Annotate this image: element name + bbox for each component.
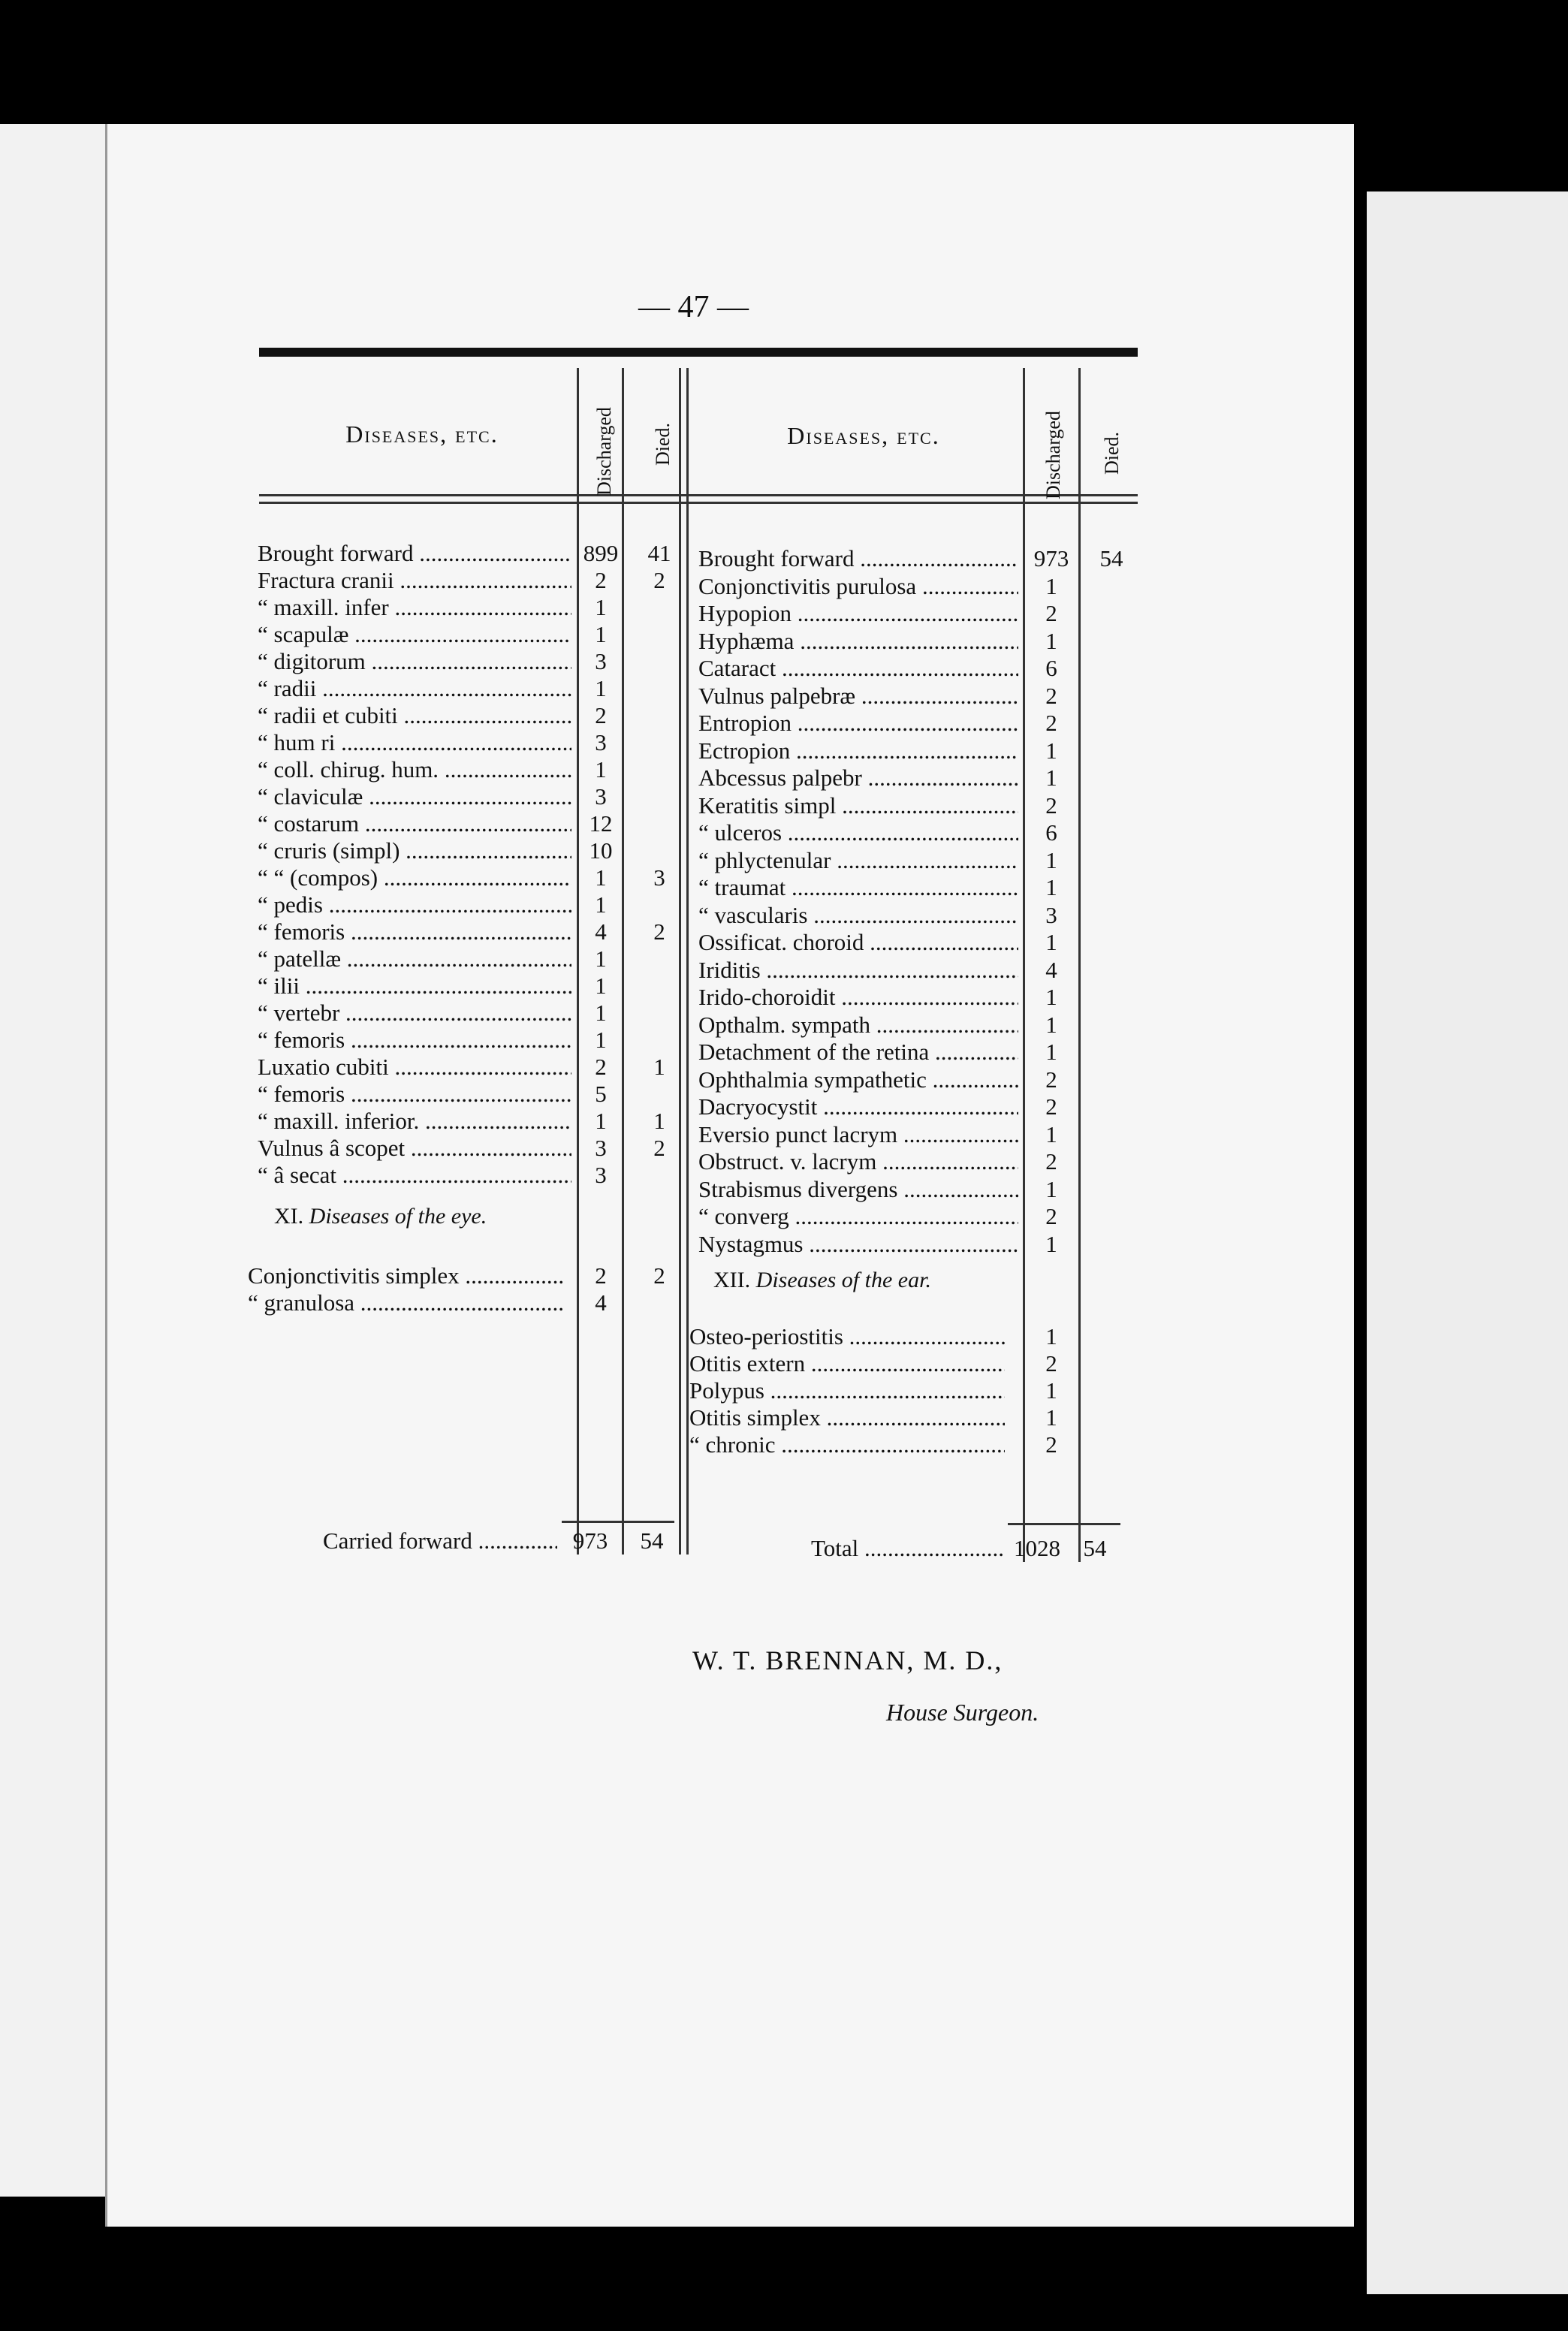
discharged-count: 1 (1045, 1011, 1057, 1038)
discharged-count: 1 (1045, 764, 1057, 791)
disease-name: “ radii et cubiti ..... (258, 703, 571, 728)
discharged-count: 2 (595, 1262, 607, 1289)
table-row (0, 1290, 1568, 1316)
disease-name: Cataract ..... (698, 656, 1018, 681)
discharged-count: 2 (1045, 1203, 1057, 1229)
discharged-count: 12 (589, 810, 613, 837)
table-top-rule (259, 348, 1138, 357)
discharged-count: 899 (583, 540, 619, 566)
discharged-count: 1 (595, 594, 607, 620)
discharged-count: 1 (1045, 1230, 1057, 1257)
table-row (0, 1122, 1568, 1147)
discharged-count: 1 (1045, 737, 1057, 764)
table-row (0, 765, 1568, 791)
table-row (0, 546, 1568, 571)
discharged-count: 6 (1045, 655, 1057, 681)
table-row (0, 1232, 1568, 1257)
disease-name: “ pedis ..... (258, 892, 571, 918)
disease-name: Iriditis ..... (698, 957, 1018, 983)
disease-name: Fractura cranii ..... (258, 568, 571, 593)
died-count: 3 (653, 864, 665, 891)
died-count: 2 (653, 1135, 665, 1161)
table-row (0, 1067, 1568, 1093)
disease-name: Ectropion ..... (698, 738, 1018, 764)
right-discharged-header: Discharged (1042, 411, 1064, 499)
discharged-count: 2 (595, 1054, 607, 1080)
disease-name: “ patellæ ..... (258, 946, 571, 972)
disease-name: “ vertebr ..... (258, 1000, 571, 1026)
disease-name: “ “ (compos) ..... (258, 865, 571, 891)
table-row (0, 738, 1568, 764)
signature-name: W. T. BRENNAN, M. D., (692, 1645, 1003, 1675)
discharged-count: 1 (595, 621, 607, 647)
table-row (0, 1351, 1568, 1377)
disease-name: “ maxill. infer ..... (258, 595, 571, 620)
table-row (0, 1149, 1568, 1175)
discharged-count: 3 (595, 729, 607, 755)
discharged-count: 4 (595, 1289, 607, 1316)
discharged-count: 1 (1045, 1404, 1057, 1431)
discharged-count: 1 (1045, 627, 1057, 654)
table-row (0, 683, 1568, 709)
table-row (0, 601, 1568, 626)
discharged-count: 3 (595, 1162, 607, 1188)
table-row (0, 1405, 1568, 1431)
discharged-count: 2 (1045, 710, 1057, 736)
disease-name: Abcessus palpebr ..... (698, 765, 1018, 791)
table-row (0, 820, 1568, 846)
disease-name: “ traumat ..... (698, 875, 1018, 900)
discharged-count: 2 (595, 702, 607, 728)
disease-name: “ claviculæ ..... (258, 784, 571, 810)
disease-name: Otitis simplex ..... (689, 1405, 1005, 1431)
disease-name: Conjonctivitis simplex ..... (248, 1263, 563, 1289)
disease-name: Brought forward ..... (698, 546, 1018, 571)
table-row (0, 656, 1568, 681)
discharged-count: 3 (595, 648, 607, 674)
discharged-count: 1 (1045, 572, 1057, 599)
table-row (0, 903, 1568, 928)
disease-name: “ granulosa ..... (248, 1290, 563, 1316)
table-row (0, 875, 1568, 900)
table-row (0, 957, 1568, 983)
page-number: — 47 — (638, 290, 749, 324)
table-row (0, 1432, 1568, 1458)
table-row (0, 1039, 1568, 1065)
discharged-count: 3 (595, 783, 607, 810)
discharged-count: 2 (1045, 1350, 1057, 1377)
table-row (0, 1177, 1568, 1202)
disease-name: “ maxill. inferior. ..... (258, 1108, 571, 1134)
table-row (0, 985, 1568, 1010)
disease-name: Obstruct. v. lacrym ..... (698, 1149, 1018, 1175)
discharged-count: 2 (1045, 1431, 1057, 1458)
discharged-count: 10 (589, 837, 613, 864)
table-row (0, 1204, 1568, 1229)
discharged-count: 1 (1045, 1377, 1057, 1404)
discharged-count: 1 (1045, 929, 1057, 955)
section-xi-heading: XI. Diseases of the eye. (274, 1204, 487, 1229)
signature-title: House Surgeon. (886, 1699, 1039, 1726)
died-count: 2 (653, 1262, 665, 1289)
disease-name: “ scapulæ ..... (258, 622, 571, 647)
discharged-count: 3 (1045, 901, 1057, 928)
died-count: 1 (653, 1054, 665, 1080)
table-row (0, 1378, 1568, 1404)
disease-name: Brought forward ..... (258, 541, 571, 566)
discharged-count: 2 (1045, 1148, 1057, 1175)
disease-name: “ â secat ..... (258, 1162, 571, 1188)
disease-name: Irido-choroidit ..... (698, 985, 1018, 1010)
table-row (0, 1094, 1568, 1120)
discharged-count: 2 (1045, 1066, 1057, 1093)
disease-name: “ femoris ..... (258, 919, 571, 945)
left-died-header: Died. (652, 422, 674, 466)
disease-name: Strabismus divergens ..... (698, 1177, 1018, 1202)
disease-name: “ femoris ..... (258, 1081, 571, 1107)
discharged-count: 1 (1045, 846, 1057, 873)
disease-name: “ coll. chirug. hum. ..... (258, 757, 571, 783)
disease-name: “ digitorum ..... (258, 649, 571, 674)
disease-name: Opthalm. sympath ..... (698, 1012, 1018, 1038)
discharged-count: 1 (595, 945, 607, 972)
disease-name: Hypopion ..... (698, 601, 1018, 626)
left-discharged-header: Discharged (593, 407, 615, 496)
discharged-count: 1 (595, 864, 607, 891)
carried-forward-row: Carried forward ..... 973 54 (0, 1528, 1568, 1554)
disease-name: “ ilii ..... (258, 973, 571, 999)
discharged-count: 2 (1045, 600, 1057, 626)
disease-name: “ hum ri ..... (258, 730, 571, 755)
died-count: 54 (1099, 545, 1123, 571)
table-row (0, 1324, 1568, 1349)
discharged-count: 4 (595, 918, 607, 945)
disease-name: Luxatio cubiti ..... (258, 1054, 571, 1080)
discharged-count: 1 (595, 973, 607, 999)
disease-name: Polypus ..... (689, 1378, 1005, 1404)
right-diseases-header: Diseases, etc. (787, 422, 940, 449)
discharged-count: 1 (1045, 874, 1057, 900)
discharged-count: 1 (1045, 984, 1057, 1010)
discharged-count: 3 (595, 1135, 607, 1161)
died-count: 1 (653, 1108, 665, 1134)
disease-name: Otitis extern ..... (689, 1351, 1005, 1377)
header-rule-lower (259, 502, 1138, 504)
disease-name: Osteo-periostitis ..... (689, 1324, 1005, 1349)
discharged-count: 1 (595, 756, 607, 783)
disease-name: “ radii ..... (258, 676, 571, 701)
disease-name: Conjonctivitis purulosa ..... (698, 574, 1018, 599)
disease-name: Nystagmus ..... (698, 1232, 1018, 1257)
table-row (0, 848, 1568, 873)
disease-name: “ phlyctenular ..... (698, 848, 1018, 873)
disease-name: “ ulceros ..... (698, 820, 1018, 846)
disease-name: “ vascularis ..... (698, 903, 1018, 928)
disease-name: Eversio punct lacrym ..... (698, 1122, 1018, 1147)
died-count: 2 (653, 567, 665, 593)
disease-name: Entropion ..... (698, 710, 1018, 736)
discharged-count: 1 (1045, 1039, 1057, 1065)
table-row (0, 930, 1568, 955)
disease-name: Vulnus palpebræ ..... (698, 683, 1018, 709)
header-rule-upper (259, 494, 1138, 496)
discharged-count: 1 (1045, 1175, 1057, 1202)
discharged-count: 1 (595, 891, 607, 918)
table-row (0, 629, 1568, 654)
disease-name: “ femoris ..... (258, 1027, 571, 1053)
table-row (0, 1012, 1568, 1038)
discharged-count: 1 (595, 1027, 607, 1053)
table-row (0, 574, 1568, 599)
disease-name: “ converg ..... (698, 1204, 1018, 1229)
disease-name: Detachment of the retina ..... (698, 1039, 1018, 1065)
discharged-count: 4 (1045, 956, 1057, 983)
disease-name: Keratitis simpl ..... (698, 793, 1018, 819)
table-row (0, 793, 1568, 819)
disease-name: “ chronic ..... (689, 1432, 1005, 1458)
right-sum-rule (1008, 1523, 1120, 1525)
died-count: 41 (647, 540, 671, 566)
discharged-count: 1 (595, 675, 607, 701)
discharged-count: 1 (595, 1000, 607, 1026)
discharged-count: 1 (1045, 1120, 1057, 1147)
discharged-count: 2 (1045, 1093, 1057, 1120)
left-sum-rule (562, 1521, 674, 1523)
died-count: 2 (653, 918, 665, 945)
disease-name: “ costarum ..... (258, 811, 571, 837)
table-row (0, 710, 1568, 736)
discharged-count: 6 (1045, 819, 1057, 846)
discharged-count: 2 (1045, 792, 1057, 819)
discharged-count: 2 (1045, 682, 1057, 709)
left-diseases-header: Diseases, etc. (345, 421, 499, 448)
section-xii-heading: XII. Diseases of the ear. (713, 1268, 931, 1292)
discharged-count: 2 (595, 567, 607, 593)
disease-name: “ cruris (simpl) ..... (258, 838, 571, 864)
disease-name: Hyphæma ..... (698, 629, 1018, 654)
right-died-header: Died. (1101, 431, 1123, 475)
discharged-count: 1 (595, 1108, 607, 1134)
disease-name: Vulnus â scopet ..... (258, 1135, 571, 1161)
discharged-count: 5 (595, 1081, 607, 1107)
total-row: Total ..... 1028 54 (0, 1536, 1568, 1561)
discharged-count: 1 (1045, 1323, 1057, 1349)
discharged-count: 973 (1033, 545, 1069, 571)
disease-name: Ophthalmia sympathetic ..... (698, 1067, 1018, 1093)
disease-name: Dacryocystit ..... (698, 1094, 1018, 1120)
disease-name: Ossificat. choroid ..... (698, 930, 1018, 955)
